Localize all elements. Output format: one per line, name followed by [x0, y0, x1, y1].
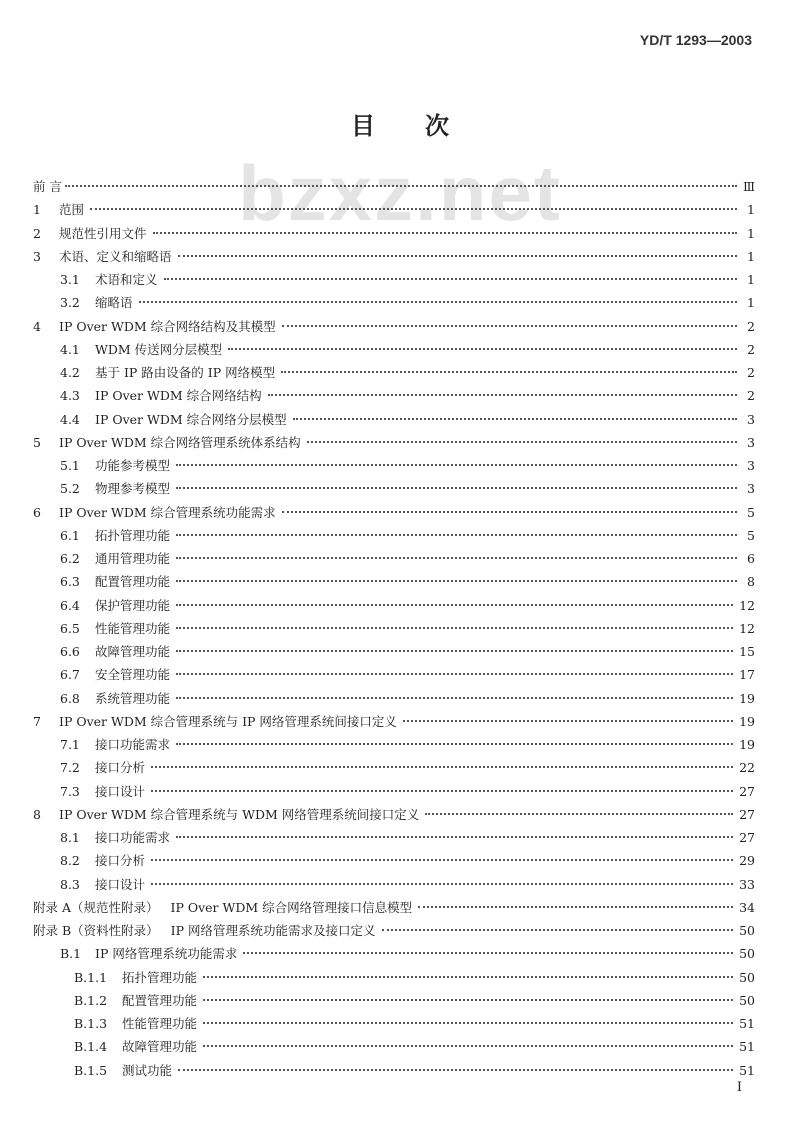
toc-entry-title: 故障管理功能 — [95, 644, 171, 659]
toc-entry-page: 1 — [747, 295, 755, 311]
toc-entry-page: 50 — [739, 969, 755, 985]
toc-entry-number: 7.2 — [60, 760, 80, 776]
toc-entry[interactable] — [33, 526, 755, 549]
dot-leader — [176, 673, 733, 675]
toc-entry[interactable] — [33, 712, 755, 735]
toc-entry[interactable] — [33, 363, 755, 386]
toc-entry-page: 3 — [747, 458, 755, 473]
toc-entry-page: 8 — [747, 574, 755, 590]
toc-entry-title: 测试功能 — [122, 1062, 173, 1078]
toc-entry[interactable] — [33, 642, 755, 665]
dot-leader — [176, 604, 733, 606]
toc-entry[interactable] — [33, 433, 755, 456]
toc-entry-page: 50 — [739, 992, 755, 1008]
toc-entry-number: 6.8 — [60, 690, 80, 706]
toc-entry[interactable] — [33, 968, 755, 991]
toc-entry-number: B.1.4 — [74, 1039, 108, 1055]
toc-entry-number: 4.3 — [60, 388, 80, 404]
toc-entry-title: IP Over WDM 综合管理系统与 WDM 网络管理系统间接口定义 — [59, 806, 420, 822]
toc-entry-number: 6.4 — [60, 597, 80, 613]
dot-leader — [203, 976, 733, 978]
toc-entry-number: 附录 A（规范性附录） — [33, 899, 159, 915]
dot-leader — [293, 418, 737, 420]
dot-leader — [178, 255, 737, 257]
toc-entry-page: 5 — [747, 527, 755, 543]
toc-entry-title: IP Over WDM 综合网络分层模型 — [95, 411, 287, 427]
toc-entry-page: 51 — [739, 1039, 755, 1055]
toc-entry-title: IP Over WDM 综合管理系统功能需求 — [59, 504, 276, 520]
dot-leader — [282, 325, 737, 327]
dot-leader — [281, 371, 737, 373]
toc-entry-number: 6.2 — [60, 551, 80, 566]
toc-entry-number: B.1.2 — [74, 992, 108, 1008]
toc-entry-number: 6 — [33, 504, 41, 520]
toc-entry-page: 12 — [739, 597, 755, 613]
toc-entry[interactable] — [33, 689, 755, 712]
toc-entry-page: 2 — [747, 318, 755, 334]
dot-leader — [425, 813, 733, 815]
toc-entry-number: 7 — [33, 713, 41, 729]
toc-entry[interactable] — [33, 782, 755, 805]
toc-entry-title: 接口分析 — [95, 760, 146, 776]
toc-entry-number: 7.3 — [60, 783, 80, 799]
toc-entry[interactable] — [33, 386, 755, 409]
toc-entry-title: IP Over WDM 综合网络结构及其模型 — [59, 318, 276, 334]
toc-entry[interactable] — [33, 200, 755, 223]
toc-entry-page: 15 — [739, 644, 755, 659]
toc-entry-title: 接口设计 — [95, 783, 146, 799]
dot-leader — [151, 883, 733, 885]
dot-leader — [243, 952, 733, 954]
toc-entry[interactable] — [33, 549, 755, 572]
toc-entry-title: 接口功能需求 — [95, 737, 171, 752]
standard-code: YD/T 1293—2003 — [639, 32, 752, 48]
toc-entry-page: 19 — [739, 690, 755, 706]
toc-entry[interactable] — [33, 898, 755, 921]
toc-entry-title: IP Over WDM 综合网络管理接口信息模型 — [170, 899, 413, 915]
toc-entry-number: 6.3 — [60, 574, 80, 590]
toc-entry[interactable] — [33, 479, 755, 502]
toc-entry[interactable] — [33, 991, 755, 1014]
toc-entry-number: 3 — [33, 248, 41, 264]
toc-entry-number: B.1.3 — [74, 1016, 108, 1031]
toc-entry-number: 6.7 — [60, 667, 80, 683]
toc-entry-title: 配置管理功能 — [95, 574, 171, 590]
toc-entry-title: 配置管理功能 — [122, 992, 198, 1008]
toc-entry-page: 34 — [739, 899, 755, 915]
toc-entry-number: 4.1 — [60, 341, 80, 357]
toc-entry[interactable] — [33, 293, 755, 316]
toc-entry-page: 51 — [739, 1016, 755, 1031]
dot-leader — [307, 441, 737, 443]
toc-entry-title: 术语、定义和缩略语 — [59, 248, 172, 264]
toc-entry[interactable] — [33, 456, 755, 479]
toc-entry-page: 3 — [747, 481, 755, 497]
dot-leader — [90, 208, 737, 210]
dot-leader — [151, 766, 733, 768]
toc-entry-title: 接口设计 — [95, 876, 146, 892]
dot-leader — [178, 1069, 733, 1071]
toc-entry[interactable] — [33, 921, 755, 944]
dot-leader — [176, 650, 733, 652]
toc-entry[interactable] — [33, 317, 755, 340]
toc-entry[interactable] — [33, 503, 755, 526]
dot-leader — [151, 790, 733, 792]
table-of-contents — [33, 177, 755, 1084]
dot-leader — [228, 348, 737, 350]
toc-entry-title: 安全管理功能 — [95, 667, 171, 683]
toc-entry[interactable] — [33, 619, 755, 642]
toc-entry[interactable] — [33, 410, 755, 433]
dot-leader — [176, 697, 733, 699]
dot-leader — [164, 278, 737, 280]
dot-leader — [203, 1045, 733, 1047]
toc-entry-title: 拓扑管理功能 — [122, 969, 198, 985]
toc-entry-number: 4.2 — [60, 365, 80, 380]
toc-entry-title: 规范性引用文件 — [59, 225, 147, 241]
toc-entry-number: 4 — [33, 318, 41, 334]
toc-entry-number: 3.1 — [60, 272, 80, 287]
toc-entry-page: 2 — [747, 341, 755, 357]
toc-entry-title: 保护管理功能 — [95, 597, 171, 613]
dot-leader — [203, 1022, 733, 1024]
toc-entry[interactable] — [33, 340, 755, 363]
toc-entry-page: 1 — [747, 248, 755, 264]
toc-entry-page: 1 — [747, 225, 755, 241]
toc-entry-number: 7.1 — [60, 737, 80, 752]
dot-leader — [176, 464, 737, 466]
toc-entry[interactable] — [33, 572, 755, 595]
toc-entry-page: 27 — [739, 830, 755, 845]
toc-entry-title: 系统管理功能 — [95, 690, 171, 706]
dot-leader — [176, 557, 737, 559]
toc-entry-page: 2 — [747, 388, 755, 404]
toc-entry[interactable] — [33, 805, 755, 828]
toc-entry-title: 故障管理功能 — [122, 1039, 198, 1055]
dot-leader — [139, 301, 737, 303]
toc-entry-number: 5.1 — [60, 458, 80, 473]
toc-entry-page: 3 — [747, 434, 755, 450]
toc-entry[interactable] — [33, 1014, 755, 1037]
dot-leader — [282, 511, 737, 513]
toc-entry-title: 接口功能需求 — [95, 830, 171, 845]
toc-entry-number: 5 — [33, 434, 41, 450]
toc-entry-page: 12 — [739, 620, 755, 636]
dot-leader — [203, 999, 733, 1001]
toc-entry-number: 5.2 — [60, 481, 80, 497]
toc-entry-title: 性能管理功能 — [95, 620, 171, 636]
toc-entry-number: 8 — [33, 806, 41, 822]
toc-entry-title: 缩略语 — [95, 295, 133, 311]
toc-entry-page: 19 — [739, 737, 755, 752]
toc-entry-page: 33 — [739, 876, 755, 892]
toc-entry-page: 27 — [739, 806, 755, 822]
page-title: 目次 — [351, 111, 499, 140]
toc-entry-page: 22 — [739, 760, 755, 776]
toc-entry-number: 前 言 — [33, 179, 62, 194]
dot-leader — [176, 487, 737, 489]
toc-entry[interactable] — [33, 828, 755, 851]
dot-leader — [382, 929, 734, 931]
toc-entry[interactable] — [33, 735, 755, 758]
toc-entry-page: 19 — [739, 713, 755, 729]
dot-leader — [176, 743, 733, 745]
toc-entry[interactable] — [33, 596, 755, 619]
dot-leader — [65, 185, 737, 187]
toc-entry[interactable] — [33, 270, 755, 293]
dot-leader — [176, 580, 737, 582]
toc-entry-title: 接口分析 — [95, 853, 146, 869]
toc-entry-title: 物理参考模型 — [95, 481, 171, 497]
toc-entry-number: B.1 — [60, 946, 82, 962]
toc-entry-number: 6.5 — [60, 620, 80, 636]
toc-entry-page: 5 — [747, 504, 755, 520]
toc-entry-title: IP 网络管理系统功能需求及接口定义 — [170, 923, 376, 938]
page-number: I — [736, 1080, 742, 1095]
dot-leader — [268, 394, 737, 396]
toc-entry[interactable] — [33, 851, 755, 874]
toc-entry-page: 2 — [747, 365, 755, 380]
toc-entry-page: 6 — [747, 551, 755, 566]
toc-entry[interactable] — [33, 224, 755, 247]
toc-entry-number: 2 — [33, 225, 41, 241]
toc-entry-title: 术语和定义 — [95, 272, 158, 287]
toc-entry-title: IP Over WDM 综合网络管理系统体系结构 — [59, 434, 301, 450]
toc-entry-number: 1 — [33, 202, 41, 218]
toc-entry-page: 1 — [747, 272, 755, 287]
toc-entry-number: 6.1 — [60, 527, 80, 543]
toc-entry-page: 1 — [747, 202, 755, 218]
toc-entry[interactable] — [33, 944, 755, 967]
toc-entry-page: 50 — [739, 946, 755, 962]
dot-leader — [418, 906, 733, 908]
dot-leader — [176, 627, 733, 629]
toc-entry-title: 通用管理功能 — [95, 551, 171, 566]
toc-entry-title: WDM 传送网分层模型 — [95, 341, 223, 357]
toc-entry-page: 29 — [739, 853, 755, 869]
toc-entry[interactable] — [33, 665, 755, 688]
toc-entry-title: IP 网络管理系统功能需求 — [95, 946, 238, 962]
toc-entry-page: 51 — [739, 1062, 755, 1078]
toc-entry-number: B.1.1 — [74, 969, 108, 985]
dot-leader — [153, 232, 737, 234]
toc-entry[interactable] — [33, 177, 755, 200]
toc-entry[interactable] — [33, 758, 755, 781]
toc-entry-number: 8.1 — [60, 830, 80, 845]
toc-entry-title: 功能参考模型 — [95, 458, 171, 473]
toc-entry-number: 3.2 — [60, 295, 80, 311]
toc-entry-title: 范围 — [59, 202, 85, 218]
toc-entry-page: Ⅲ — [742, 179, 755, 194]
toc-entry-number: 6.6 — [60, 644, 80, 659]
dot-leader — [176, 836, 733, 838]
toc-entry[interactable] — [33, 247, 755, 270]
toc-entry-page: 50 — [739, 923, 755, 938]
toc-entry-number: B.1.5 — [74, 1062, 108, 1078]
toc-entry-number: 8.3 — [60, 876, 80, 892]
toc-entry-title: IP Over WDM 综合管理系统与 IP 网络管理系统间接口定义 — [59, 713, 397, 729]
toc-entry[interactable] — [33, 1037, 755, 1060]
toc-entry-title: 性能管理功能 — [122, 1016, 198, 1031]
toc-entry[interactable] — [33, 875, 755, 898]
toc-entry-title: IP Over WDM 综合网络结构 — [95, 388, 262, 404]
dot-leader — [176, 534, 737, 536]
watermark: bzxz.net — [238, 149, 562, 237]
toc-entry-page: 17 — [739, 667, 755, 683]
toc-entry[interactable] — [33, 1061, 755, 1084]
toc-entry-title: 基于 IP 路由设备的 IP 网络模型 — [95, 365, 276, 380]
toc-entry-title: 拓扑管理功能 — [95, 527, 171, 543]
toc-entry-number: 4.4 — [60, 411, 80, 427]
toc-entry-number: 8.2 — [60, 853, 80, 869]
toc-entry-page: 27 — [739, 783, 755, 799]
dot-leader — [151, 859, 733, 861]
toc-entry-page: 3 — [747, 411, 755, 427]
dot-leader — [403, 720, 733, 722]
toc-entry-number: 附录 B（资料性附录） — [33, 923, 159, 938]
